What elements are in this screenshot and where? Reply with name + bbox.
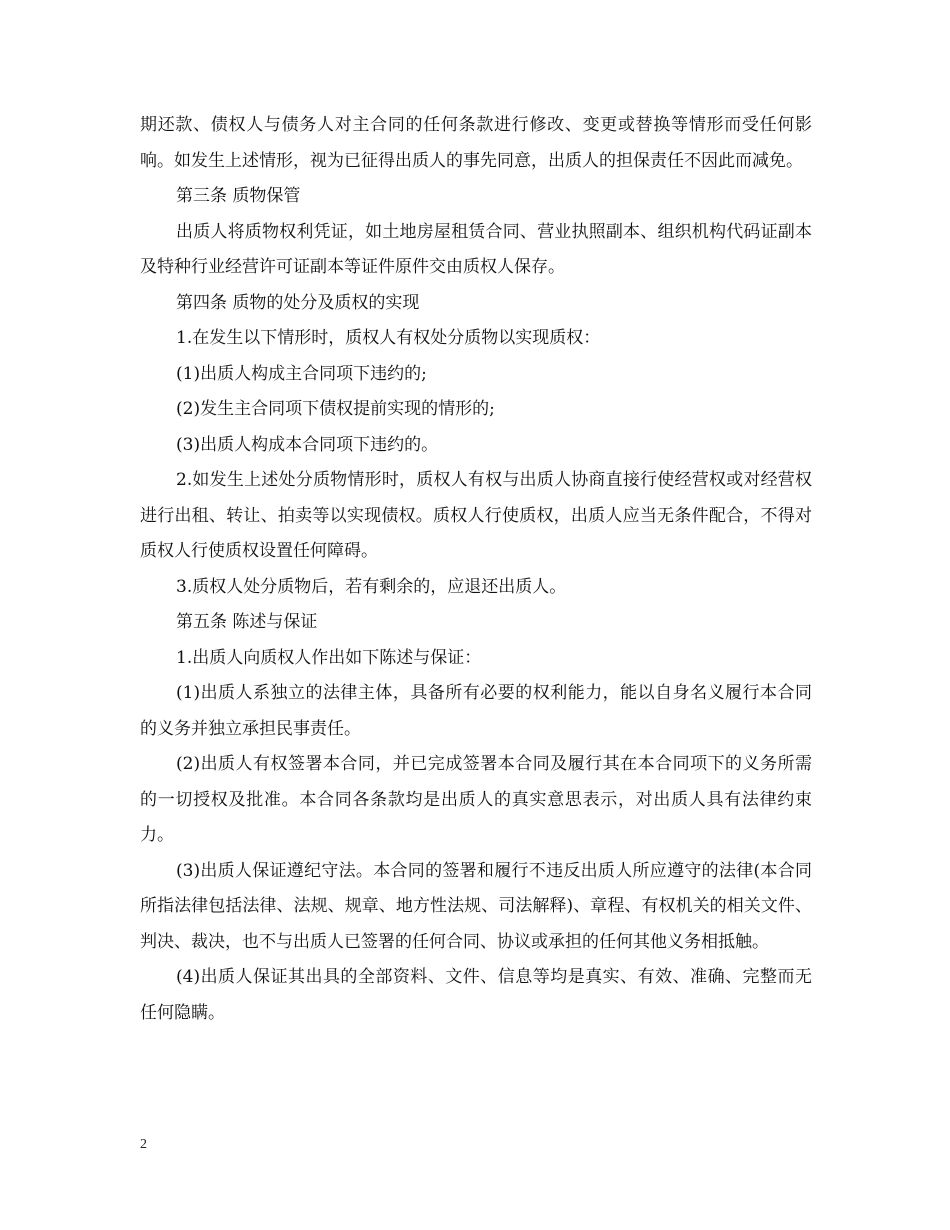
- clause-4-1-1: (1)出质人构成主合同项下违约的;: [176, 363, 427, 384]
- clause-4-1-2: (2)发生主合同项下债权提前实现的情形的;: [176, 399, 495, 419]
- clause-4-1: 1.在发生以下情形时，质权人有权处分质物以实现质权：: [176, 328, 601, 348]
- clause-4-1-3: (3)出质人构成本合同项下违约的。: [176, 434, 439, 455]
- section-heading-5: 第五条 陈述与保证: [176, 612, 318, 632]
- clause-5-1-3: (3)出质人保证遵纪守法。本合同的签署和履行不违反出质人所应遵守的法律(本合同所指法律包括法律、法规、规章、地方性法规、司法解释)、章程、有权机关的相关文件、判决、裁决，也不与出质人已签署的任何合同、协议或承担的任何其他义务相抵触。: [140, 860, 812, 952]
- section-heading-4: 第四条 质物的处分及质权的实现: [176, 292, 420, 313]
- clause-4-2: 2.如发生上述处分质物情形时，质权人有权与出质人协商直接行使经营权或对经营权进行出租、转让、拍卖等以实现债权。质权人行使质权，出质人应当无条件配合，不得对质权人行使质权设置任何障碍。: [140, 470, 812, 561]
- clause-4-3: 3.质权人处分质物后，若有剩余的，应退还出质人。: [176, 576, 567, 597]
- paragraph-1: 期还款、债权人与债务人对主合同的任何条款进行修改、变更或替换等情形而受任何影响。如发生上述情形，视为已征得出质人的事先同意，出质人的担保责任不因此而减免。: [140, 115, 812, 171]
- clause-5-1-2: (2)出质人有权签署本合同，并已完成签署本合同及履行其在本合同项下的义务所需的一切授权及批准。本合同各条款均是出质人的真实意思表示，对出质人具有法律约束力。: [140, 754, 812, 845]
- page-number: 2: [140, 1137, 147, 1152]
- clause-5-1-4: (4)出质人保证其出具的全部资料、文件、信息等均是真实、有效、准确、完整而无任何隐瞒。: [140, 967, 812, 1023]
- clause-5-1-1: (1)出质人系独立的法律主体，具备所有必要的权利能力，能以自身名义履行本合同的义务并独立承担民事责任。: [140, 683, 812, 739]
- document-body: [140, 108, 812, 1031]
- clause-5-1: 1.出质人向质权人作出如下陈述与保证：: [176, 647, 482, 668]
- paragraph-3: 出质人将质物权利凭证，如土地房屋租赁合同、营业执照副本、组织机构代码证副本及特种行业经营许可证副本等证件原件交由质权人保存。: [140, 221, 812, 277]
- section-heading-3: 第三条 质物保管: [176, 186, 301, 206]
